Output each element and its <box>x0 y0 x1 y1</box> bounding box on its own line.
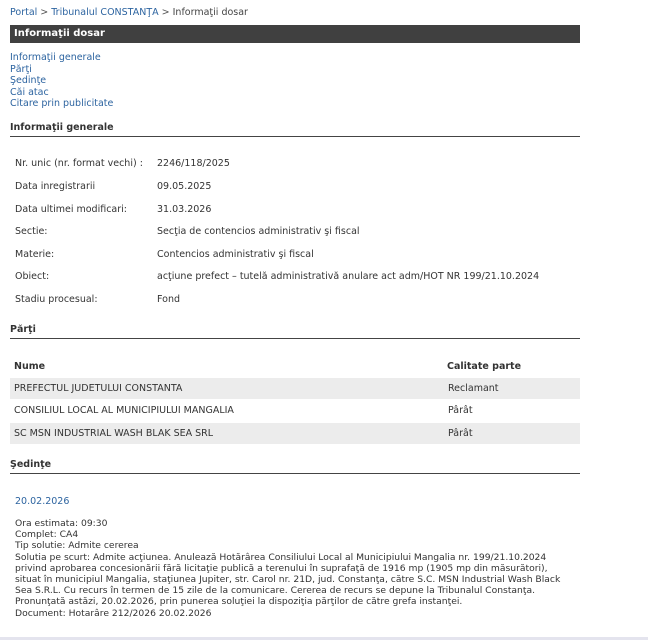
info-row-materie <box>15 249 580 263</box>
column-header-calitate: Calitate parte <box>447 361 522 372</box>
info-row-data-inregistrarii <box>15 181 580 195</box>
table-row <box>10 423 580 444</box>
info-label: Data inregistrarii <box>15 181 96 192</box>
info-label: Sectie: <box>15 226 48 237</box>
info-value: 2246/118/2025 <box>157 158 230 169</box>
info-value: Secţia de contencios administrativ şi fiscal <box>157 226 360 237</box>
section-heading-parti: Părţi <box>10 324 580 339</box>
party-name: CONSILIUL LOCAL AL MUNICIPIULUI MANGALIA <box>14 405 234 416</box>
party-name: PREFECTUL JUDETULUI CONSTANTA <box>14 383 183 394</box>
parti-table-header <box>10 361 580 375</box>
info-row-nr-unic <box>15 158 580 172</box>
info-value: Fond <box>157 294 180 305</box>
breadcrumb-separator: > <box>161 7 170 18</box>
sedinta-solutie-pe-scurt: Solutia pe scurt: Admite acţiunea. Anulează Hotărârea Consiliului Local al Municipiului Mangalia nr. 199/21.10.2024 privind aprobarea concesionării fără licitaţie publică a terenului în suprafaţă de 1916 mp (1905 mp din măsurători), situat în municipiul Mangalia, staţiunea Jupiter, str. Carol nr. 21D, jud. Constanţa, către S.C. MSN Industrial Wash Black Sea S.R.L. Cu recurs în termen de 15 zile de la comunicare. Cererea de recurs se depune la Tribunalul Constanţa. Pronunţată astăzi, 20.02.2026, prin punerea soluţiei la dispoziţia părţilor de către grefa instanţei. <box>15 551 561 608</box>
breadcrumb-tribunal-link[interactable]: Tribunalul CONSTANŢA <box>51 7 159 18</box>
info-label: Nr. unic (nr. format vechi) : <box>15 158 143 169</box>
table-row <box>10 378 580 399</box>
breadcrumb <box>10 7 248 18</box>
nav-link-citare-publicitate[interactable]: Citare prin publicitate <box>10 98 114 109</box>
info-label: Stadiu procesual: <box>15 294 98 305</box>
table-row <box>10 400 580 421</box>
section-heading-informatii-generale: Informaţii generale <box>10 122 580 137</box>
party-role: Pârât <box>448 428 473 439</box>
info-label: Materie: <box>15 249 55 260</box>
info-value: 09.05.2025 <box>157 181 212 192</box>
breadcrumb-portal-link[interactable]: Portal <box>10 7 38 18</box>
info-label: Data ultimei modificari: <box>15 204 127 215</box>
party-role: Pârât <box>448 405 473 416</box>
party-role: Reclamant <box>448 383 499 394</box>
info-label: Obiect: <box>15 271 50 282</box>
info-row-sectie <box>15 226 580 240</box>
party-name: SC MSN INDUSTRIAL WASH BLAK SEA SRL <box>14 428 214 439</box>
breadcrumb-current: Informaţii dosar <box>172 7 248 18</box>
breadcrumb-separator: > <box>40 7 49 18</box>
info-row-obiect <box>15 271 580 285</box>
info-row-data-modificari <box>15 204 580 218</box>
info-value: Contencios administrativ şi fiscal <box>157 249 314 260</box>
info-value: acţiune prefect – tutelă administrativă anulare act adm/HOT NR 199/21.10.2024 <box>157 271 540 282</box>
section-heading-sedinte: Şedinţe <box>10 459 580 474</box>
sedinta-document: Document: Hotarâre 212/2026 20.02.2026 <box>15 607 212 619</box>
nav-link-sedinte[interactable]: Şedinţe <box>10 75 47 86</box>
info-row-stadiu <box>15 294 580 308</box>
nav-link-parti[interactable]: Părţi <box>10 63 32 75</box>
sedinta-ora: Ora estimata: 09:30 <box>15 518 108 529</box>
sedinta-date-link[interactable]: 20.02.2026 <box>15 496 70 507</box>
nav-link-informatii-generale[interactable]: Informaţii generale <box>10 52 101 63</box>
section-nav <box>10 52 113 110</box>
sedinta-complet: Complet: CA4 <box>15 529 79 541</box>
page-title: Informaţii dosar <box>10 25 580 43</box>
sedinta-details <box>15 518 575 619</box>
column-header-nume: Nume <box>14 361 46 372</box>
sedinta-tip-solutie: Tip solutie: Admite cererea <box>15 540 139 552</box>
info-value: 31.03.2026 <box>157 204 212 215</box>
nav-link-cai-atac[interactable]: Căi atac <box>10 86 49 98</box>
